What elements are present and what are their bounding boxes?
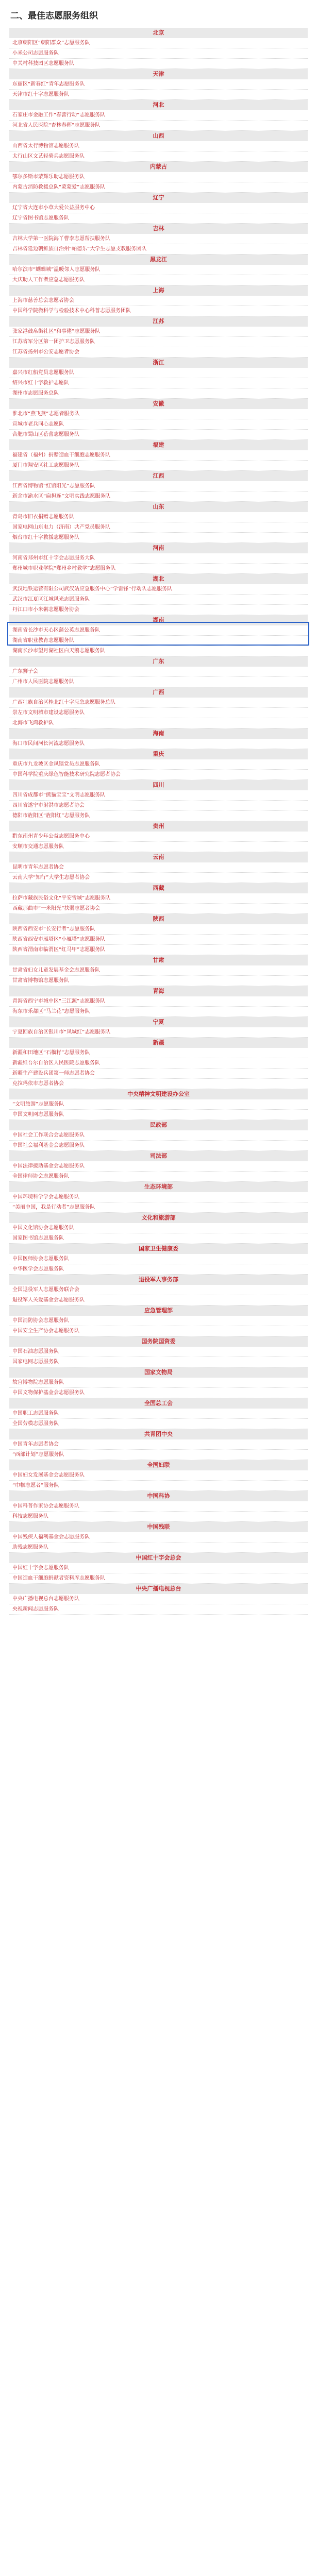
org-item: 科技志愿服务队 [9,1512,308,1522]
org-item: 中国青年志愿者协会 [9,1439,308,1450]
org-item: 中国法律援助基金会志愿服务队 [9,1161,308,1172]
region-header: 贵州 [9,821,308,832]
region-header: 福建 [9,440,308,450]
org-item: 天津市红十字志愿服务队 [9,90,308,100]
org-item: 甘肃省博物馆志愿服务队 [9,976,308,986]
org-item: 合肥市蜀山区蓓蕾志愿服务队 [9,430,308,440]
region-section [9,440,308,471]
org-item: 全国劳模志愿服务队 [9,1419,308,1429]
org-item: 江苏省军分区第一团护卫志愿服务队 [9,337,308,347]
org-item: 吉林大学第一医院海丫曹李志愿帮扶服务队 [9,234,308,244]
region-header: 司法部 [9,1151,308,1161]
org-item: 上海市慈善总会志愿者协会 [9,296,308,306]
region-header: 上海 [9,285,308,296]
region-section [9,162,308,193]
org-item: 山西省太行博物馆志愿服务队 [9,141,308,151]
org-item: 西藏那曲市“一米阳光”扶弱志愿者协会 [9,904,308,914]
org-item: 昆明市青年志愿者协会 [9,862,308,873]
org-item: 广东狮子会 [9,667,308,677]
region-header: 全国总工会 [9,1398,308,1409]
region-header: 浙江 [9,358,308,368]
org-item: 福建省（福州）捐赠造血干细胞志愿服务队 [9,450,308,461]
org-item: 内蒙古消防救援总队“蒙蒙爱”志愿服务队 [9,182,308,193]
org-item: 中国妇女发展基金会志愿服务队 [9,1470,308,1481]
org-item: 张家港鼓帛街社区“和事佬”志愿服务队 [9,327,308,337]
org-item: 广州市人民医院志愿服务队 [9,677,308,687]
region-header: 中国残联 [9,1522,308,1532]
org-item: “巾帼志愿者”服务队 [9,1481,308,1491]
region-header: 退役军人事务部 [9,1275,308,1285]
org-item: 新疆和田地区“石榴籽”志愿服务队 [9,1048,308,1058]
org-item: 中国社会福利基金会志愿服务队 [9,1141,308,1151]
region-header: 河南 [9,543,308,553]
org-item: 陕西省西安市雁塔区“小雁塔”志愿服务队 [9,935,308,945]
region-section [9,1398,308,1429]
org-item: 新疆生产建设兵团第一师志愿者协会 [9,1069,308,1079]
region-header: 辽宁 [9,193,308,203]
region-section [9,852,308,883]
org-item: 海口市民间河长河流志愿服务队 [9,739,308,749]
org-item: 宁夏回族自治区银川市“凤城红”志愿服务队 [9,1027,308,1038]
org-item: 中央广播电视总台志愿服务队 [9,1594,308,1604]
org-item: 淮北市“燕飞燕”志愿者服务队 [9,409,308,419]
org-item: 新疆维吾尔自治区人民医院志愿服务队 [9,1058,308,1069]
org-item: 中国社会工作联合会志愿服务队 [9,1130,308,1141]
org-item: 厦门市翔安区社工志愿服务队 [9,461,308,471]
region-header: 云南 [9,852,308,862]
org-item: 中国残疾人福利基金会志愿服务队 [9,1532,308,1543]
org-item: 太行山区文艺轻骑兵志愿服务队 [9,151,308,162]
region-section [9,821,308,852]
region-header: 海南 [9,728,308,739]
region-header: 西藏 [9,883,308,893]
org-item: 甘肃省妇女儿童发展基金会志愿服务队 [9,965,308,976]
region-section [9,131,308,162]
region-header: 中国红十字会总会 [9,1553,308,1563]
region-header: 青海 [9,986,308,996]
org-item: 哈尔滨市“蝴蝶城”温暖邻人志愿服务队 [9,265,308,275]
region-section [9,1017,308,1038]
region-header: 共青团中央 [9,1429,308,1439]
region-header: 山西 [9,131,308,141]
region-section [9,399,308,440]
org-item: 青岛市旧衣捐赠志愿服务队 [9,512,308,522]
region-section [9,69,308,100]
org-item: 宣城市老兵同心志愿队 [9,419,308,430]
region-section [9,1275,308,1306]
org-item: 江西省博物馆“红馆阳光”志愿服务队 [9,481,308,492]
region-section [9,543,308,574]
org-item: 中关村科技园区志愿服务队 [9,59,308,69]
region-section [9,193,308,224]
org-item: 郑州城市职业学院“郑州乡村教学”志愿服务队 [9,564,308,574]
region-section [9,28,308,69]
org-item: 大庆助人工作者应急志愿服务队 [9,275,308,285]
org-item: 中国文明网志愿服务队 [9,1110,308,1120]
org-item: 北海市飞鸿救护队 [9,718,308,728]
region-header: 江西 [9,471,308,481]
org-item: 安顺市交通志愿服务队 [9,842,308,852]
org-item: “西部计划”志愿服务队 [9,1450,308,1460]
org-item: 武汉市江夏区江城风光志愿服务队 [9,595,308,605]
org-item: 德阳市旌阳区“旌阳红”志愿服务队 [9,811,308,821]
region-section [9,1089,308,1120]
org-item: 中国环境科学学会志愿服务队 [9,1192,308,1202]
region-section [9,471,308,502]
region-header: 四川 [9,780,308,790]
org-item: 全国律师协会志愿服务队 [9,1172,308,1182]
region-header: 生态环境部 [9,1182,308,1192]
region-header: 国家文物局 [9,1367,308,1378]
region-section [9,914,308,955]
org-item: 小米公司志愿服务队 [9,48,308,59]
org-item: 国家电网山东电力（济南）共产党员服务队 [9,522,308,533]
page-title: 二、最佳志愿服务组织 [10,11,98,21]
region-header: 中国科协 [9,1491,308,1501]
org-item: 辽宁省图书馆志愿服务队 [9,213,308,224]
region-header: 天津 [9,69,308,79]
org-item: 绍兴市红十字救护志愿队 [9,378,308,388]
region-header: 中央广播电视总台 [9,1584,308,1594]
region-header: 中央精神文明建设办公室 [9,1089,308,1099]
org-item: 中国职工志愿服务队 [9,1409,308,1419]
org-item: 中华医学会志愿服务队 [9,1264,308,1275]
region-header: 河北 [9,100,308,110]
region-header: 国家卫生健康委 [9,1244,308,1254]
org-item: 湖南省职业教育志愿服务队 [9,636,308,646]
region-section [9,780,308,821]
region-header: 山东 [9,502,308,512]
org-item: 嘉兴市红船党员志愿服务队 [9,368,308,378]
region-section [9,224,308,255]
region-header: 吉林 [9,224,308,234]
org-item: 烟台市红十字救援志愿服务队 [9,533,308,543]
region-header: 江苏 [9,316,308,327]
region-header: 甘肃 [9,955,308,965]
region-section [9,728,308,749]
region-header: 湖北 [9,574,308,584]
org-item: 青海省西宁市城中区“三江源”志愿服务队 [9,996,308,1007]
region-section [9,574,308,615]
org-item: 中国科学院微科学与检验技术中心科普志愿服务团队 [9,306,308,316]
org-item: 中国文化馆协会志愿服务队 [9,1223,308,1233]
region-header: 文化和旅游部 [9,1213,308,1223]
region-header: 国务院国资委 [9,1336,308,1347]
region-section [9,502,308,543]
org-item: 海东市乐都区“马兰花”志愿服务队 [9,1007,308,1017]
org-item: 武汉地铁运营有限公司武汉站应急服务中心“学雷锋”行动队志愿服务队 [9,584,308,595]
org-item: 央视新闻志愿服务队 [9,1604,308,1615]
region-section [9,358,308,399]
org-item: “美丽中国，我是行动者”志愿服务队 [9,1202,308,1213]
org-item: 拉萨市藏族民俗文化“平安雪域”志愿服务队 [9,893,308,904]
region-section [9,1584,308,1615]
org-item: 鄂尔多斯市蒙辉乐助志愿服务队 [9,172,308,182]
region-header: 全国妇联 [9,1460,308,1470]
region-section [9,100,308,131]
region-section [9,1336,308,1367]
region-section [9,749,308,780]
org-item: 国家电网志愿服务队 [9,1357,308,1367]
org-item: 中国造血干细胞捐献者资料库志愿服务队 [9,1573,308,1584]
region-section [9,1306,308,1336]
org-item: 中国安全生产协会志愿服务队 [9,1326,308,1336]
org-item: 陕西省渭南市临渭区“红马甲”志愿服务队 [9,945,308,955]
region-header: 重庆 [9,749,308,759]
org-item: 河北省人民医院“杏林春晖”志愿服务队 [9,121,308,131]
region-section [9,883,308,914]
region-section [9,1151,308,1182]
region-header: 黑龙江 [9,255,308,265]
org-item: 故宫博物院志愿服务队 [9,1378,308,1388]
region-header: 湖南 [9,615,308,625]
region-section [9,1429,308,1460]
org-item: 辽宁省大连市小草大爱公益服务中心 [9,203,308,213]
org-item: 中国科普作家协会志愿服务队 [9,1501,308,1512]
org-item: 全国退役军人志愿服务联合会 [9,1285,308,1295]
org-item: 湖州市志愿服务总队 [9,388,308,399]
org-item: 四川省遂宁市射洪市志愿者协会 [9,801,308,811]
region-header: 民政部 [9,1120,308,1130]
org-item: 中国医师协会志愿服务队 [9,1254,308,1264]
org-item: 中国文物保护基金会志愿服务队 [9,1388,308,1398]
region-section [9,1182,308,1213]
org-item: 中国红十字会志愿服务队 [9,1563,308,1573]
org-item: 北京朝阳区“朝阳群众”志愿服务队 [9,38,308,48]
region-header: 陕西 [9,914,308,924]
region-section [9,1213,308,1244]
org-item: 石家庄市金融工作“春蕾行动”志愿服务队 [9,110,308,121]
region-section [9,1038,308,1089]
region-section [9,986,308,1017]
region-section [9,316,308,358]
section-list [9,28,308,1615]
region-section [9,1460,308,1491]
org-item: 崇左市文明城市建设志愿服务队 [9,708,308,718]
region-section [9,1367,308,1398]
region-section [9,285,308,316]
org-item: 河南省郑州市红十字会志愿服务大队 [9,553,308,564]
region-header: 宁夏 [9,1017,308,1027]
org-item: 退役军人关爱基金会志愿服务队 [9,1295,308,1306]
region-header: 广西 [9,687,308,698]
region-section [9,1491,308,1522]
org-item: 广西壮族自治区桂北红十字应急志愿服务总队 [9,698,308,708]
org-item: 湖南长沙市望月湖社区白天鹅志愿服务队 [9,646,308,656]
org-item: 吉林省延边朝鲜族自治州“帕德乐”大学生志愿支教服务团队 [9,244,308,255]
org-item: 云南大学“知行”大学生志愿者协会 [9,873,308,883]
region-header: 应急管理部 [9,1306,308,1316]
org-item: 四川省成都市“熊猫宝宝”文明志愿服务队 [9,790,308,801]
region-section [9,1553,308,1584]
region-section [9,255,308,285]
org-item: 助残志愿服务队 [9,1543,308,1553]
region-section [9,1120,308,1151]
region-header: 广东 [9,656,308,667]
region-section [9,656,308,687]
org-item: 江苏省扬州市公安志愿者协会 [9,347,308,358]
region-section [9,1244,308,1275]
org-item: 新余市渝水区“扁担连”文明实践志愿服务队 [9,492,308,502]
region-header: 北京 [9,28,308,38]
org-item: 湖南省长沙市天心区蒲公英志愿服务队 [9,625,308,636]
org-item: 中国石油志愿服务队 [9,1347,308,1357]
org-item: 克拉玛依市志愿者协会 [9,1079,308,1089]
org-item: 陕西省西安市“长安行者”志愿服务队 [9,924,308,935]
org-item: 中国消防协会志愿服务队 [9,1316,308,1326]
org-item: 东丽区“新春红”青年志愿服务队 [9,79,308,90]
region-section [9,615,308,656]
region-header: 安徽 [9,399,308,409]
region-header: 内蒙古 [9,162,308,172]
region-section [9,1522,308,1553]
org-item: 丹江口市小米粥志愿服务协会 [9,605,308,615]
org-item: 重庆市九龙坡区金凤镇党员志愿服务队 [9,759,308,770]
org-item: 黔东南州青少年公益志愿服务中心 [9,832,308,842]
org-item: “文明旅游”志愿服务队 [9,1099,308,1110]
region-header: 新疆 [9,1038,308,1048]
org-item: 国家图书馆志愿服务队 [9,1233,308,1244]
org-item: 中国科学院重庆绿色智能技术研究院志愿者协会 [9,770,308,780]
region-section [9,955,308,986]
region-section [9,687,308,728]
